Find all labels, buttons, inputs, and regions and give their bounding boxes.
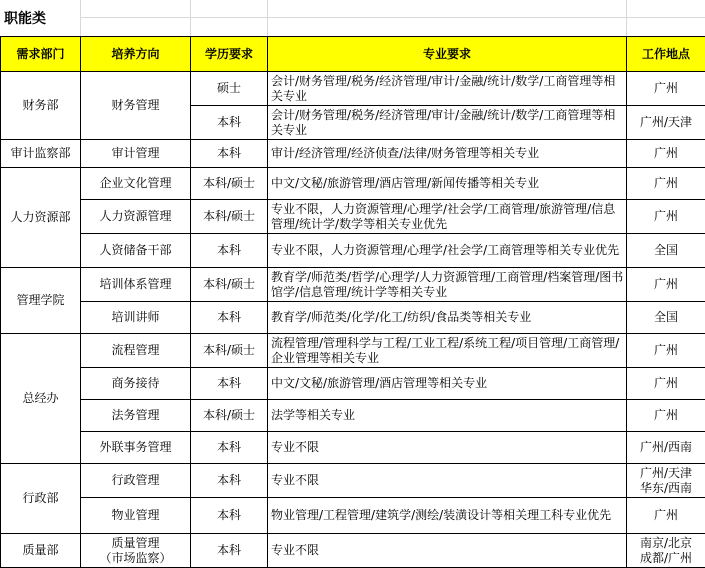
degree-cell: 本科	[191, 140, 268, 168]
direction-cell: 培训体系管理	[81, 268, 191, 302]
direction-cell: 培训讲师	[81, 302, 191, 334]
major-cell: 专业不限，人力资源管理/心理学/社会学/工商管理/旅游管理/信息管理/统计学/数学等相关专业优先	[268, 200, 627, 234]
dept-cell: 人力资源部	[1, 168, 81, 268]
table-row	[1, 334, 705, 368]
table-row	[1, 72, 705, 106]
location-cell: 广州	[627, 400, 705, 432]
major-cell: 会计/财务管理/税务/经济管理/审计/金融/统计/数学/工商管理等相关专业	[268, 106, 627, 140]
degree-cell: 本科/硕士	[191, 168, 268, 200]
direction-cell: 商务接待	[81, 368, 191, 400]
major-cell: 专业不限	[268, 432, 627, 464]
major-cell: 专业不限	[268, 534, 627, 568]
location-cell: 广州	[627, 72, 705, 106]
location-cell: 全国	[627, 302, 705, 334]
table-row	[1, 534, 705, 568]
table-row	[1, 140, 705, 168]
major-cell: 专业不限	[268, 464, 627, 498]
position-table	[0, 36, 705, 568]
degree-cell: 本科	[191, 464, 268, 498]
location-line: 成都/广州	[627, 551, 705, 566]
degree-cell: 本科/硕士	[191, 400, 268, 432]
table-row	[1, 302, 705, 334]
major-cell: 法学等相关专业	[268, 400, 627, 432]
location-line: 广州/天津	[627, 466, 705, 481]
direction-cell: 外联事务管理	[81, 432, 191, 464]
header-row	[1, 37, 705, 72]
degree-cell: 本科	[191, 234, 268, 268]
dept-cell: 财务部	[1, 72, 81, 140]
major-cell: 教育学/师范类/化学/化工/纺织/食品类等相关专业	[268, 302, 627, 334]
location-line: 华东/西南	[627, 481, 705, 496]
location-cell	[627, 464, 705, 498]
direction-cell: 财务管理	[81, 72, 191, 140]
direction-cell: 物业管理	[81, 498, 191, 534]
table-row	[1, 498, 705, 534]
major-cell: 专业不限，人力资源管理/心理学/社会学/工商管理等相关专业优先	[268, 234, 627, 268]
direction-cell: 行政管理	[81, 464, 191, 498]
spreadsheet-gridlines	[80, 0, 705, 36]
location-cell: 广州/天津	[627, 106, 705, 140]
location-cell: 广州	[627, 368, 705, 400]
direction-cell: 人资储备干部	[81, 234, 191, 268]
table-row	[1, 368, 705, 400]
location-cell: 广州	[627, 268, 705, 302]
degree-cell: 硕士	[191, 72, 268, 106]
table-row	[1, 464, 705, 498]
direction-line: 质量管理	[81, 536, 190, 551]
table-row	[1, 400, 705, 432]
dept-cell: 总经办	[1, 334, 81, 464]
dept-cell: 行政部	[1, 464, 81, 534]
header-location: 工作地点	[627, 37, 705, 72]
direction-line: （市场监察）	[81, 551, 190, 566]
location-line: 南京/北京	[627, 536, 705, 551]
degree-cell: 本科	[191, 368, 268, 400]
direction-cell: 法务管理	[81, 400, 191, 432]
degree-cell: 本科	[191, 302, 268, 334]
location-cell: 广州	[627, 334, 705, 368]
table-row	[1, 268, 705, 302]
table-row	[1, 168, 705, 200]
dept-cell: 质量部	[1, 534, 81, 568]
degree-cell: 本科	[191, 432, 268, 464]
degree-cell: 本科/硕士	[191, 268, 268, 302]
direction-cell: 企业文化管理	[81, 168, 191, 200]
location-cell: 广州	[627, 200, 705, 234]
major-cell: 中文/文秘/旅游管理/酒店管理/新闻传播等相关专业	[268, 168, 627, 200]
major-cell: 中文/文秘/旅游管理/酒店管理等相关专业	[268, 368, 627, 400]
dept-cell: 管理学院	[1, 268, 81, 334]
direction-cell: 流程管理	[81, 334, 191, 368]
degree-cell: 本科	[191, 498, 268, 534]
location-cell: 广州	[627, 140, 705, 168]
table-row	[1, 234, 705, 268]
major-cell: 会计/财务管理/税务/经济管理/审计/金融/统计/数学/工商管理等相关专业	[268, 72, 627, 106]
direction-cell	[81, 534, 191, 568]
major-cell: 教育学/师范类/哲学/心理学/人力资源管理/工商管理/档案管理/图书馆学/信息管理/统计学等相关专业	[268, 268, 627, 302]
header-dept: 需求部门	[1, 37, 81, 72]
location-cell	[627, 534, 705, 568]
degree-cell: 本科/硕士	[191, 200, 268, 234]
dept-cell: 审计监察部	[1, 140, 81, 168]
sheet-title: 职能类	[4, 8, 46, 28]
degree-cell: 本科	[191, 106, 268, 140]
degree-cell: 本科	[191, 534, 268, 568]
major-cell: 物业管理/工程管理/建筑学/测绘/装潢设计等相关理工科专业优先	[268, 498, 627, 534]
location-cell: 广州	[627, 498, 705, 534]
major-cell: 流程管理/管理科学与工程/工业工程/系统工程/项目管理/工商管理/企业管理等相关专业	[268, 334, 627, 368]
header-degree: 学历要求	[191, 37, 268, 72]
table-row	[1, 200, 705, 234]
header-direction: 培养方向	[81, 37, 191, 72]
table-row	[1, 432, 705, 464]
header-major: 专业要求	[268, 37, 627, 72]
degree-cell: 本科/硕士	[191, 334, 268, 368]
major-cell: 审计/经济管理/经济侦查/法律/财务管理等相关专业	[268, 140, 627, 168]
direction-cell: 人力资源管理	[81, 200, 191, 234]
location-cell: 全国	[627, 234, 705, 268]
location-cell: 广州/西南	[627, 432, 705, 464]
location-cell: 广州	[627, 168, 705, 200]
direction-cell: 审计管理	[81, 140, 191, 168]
